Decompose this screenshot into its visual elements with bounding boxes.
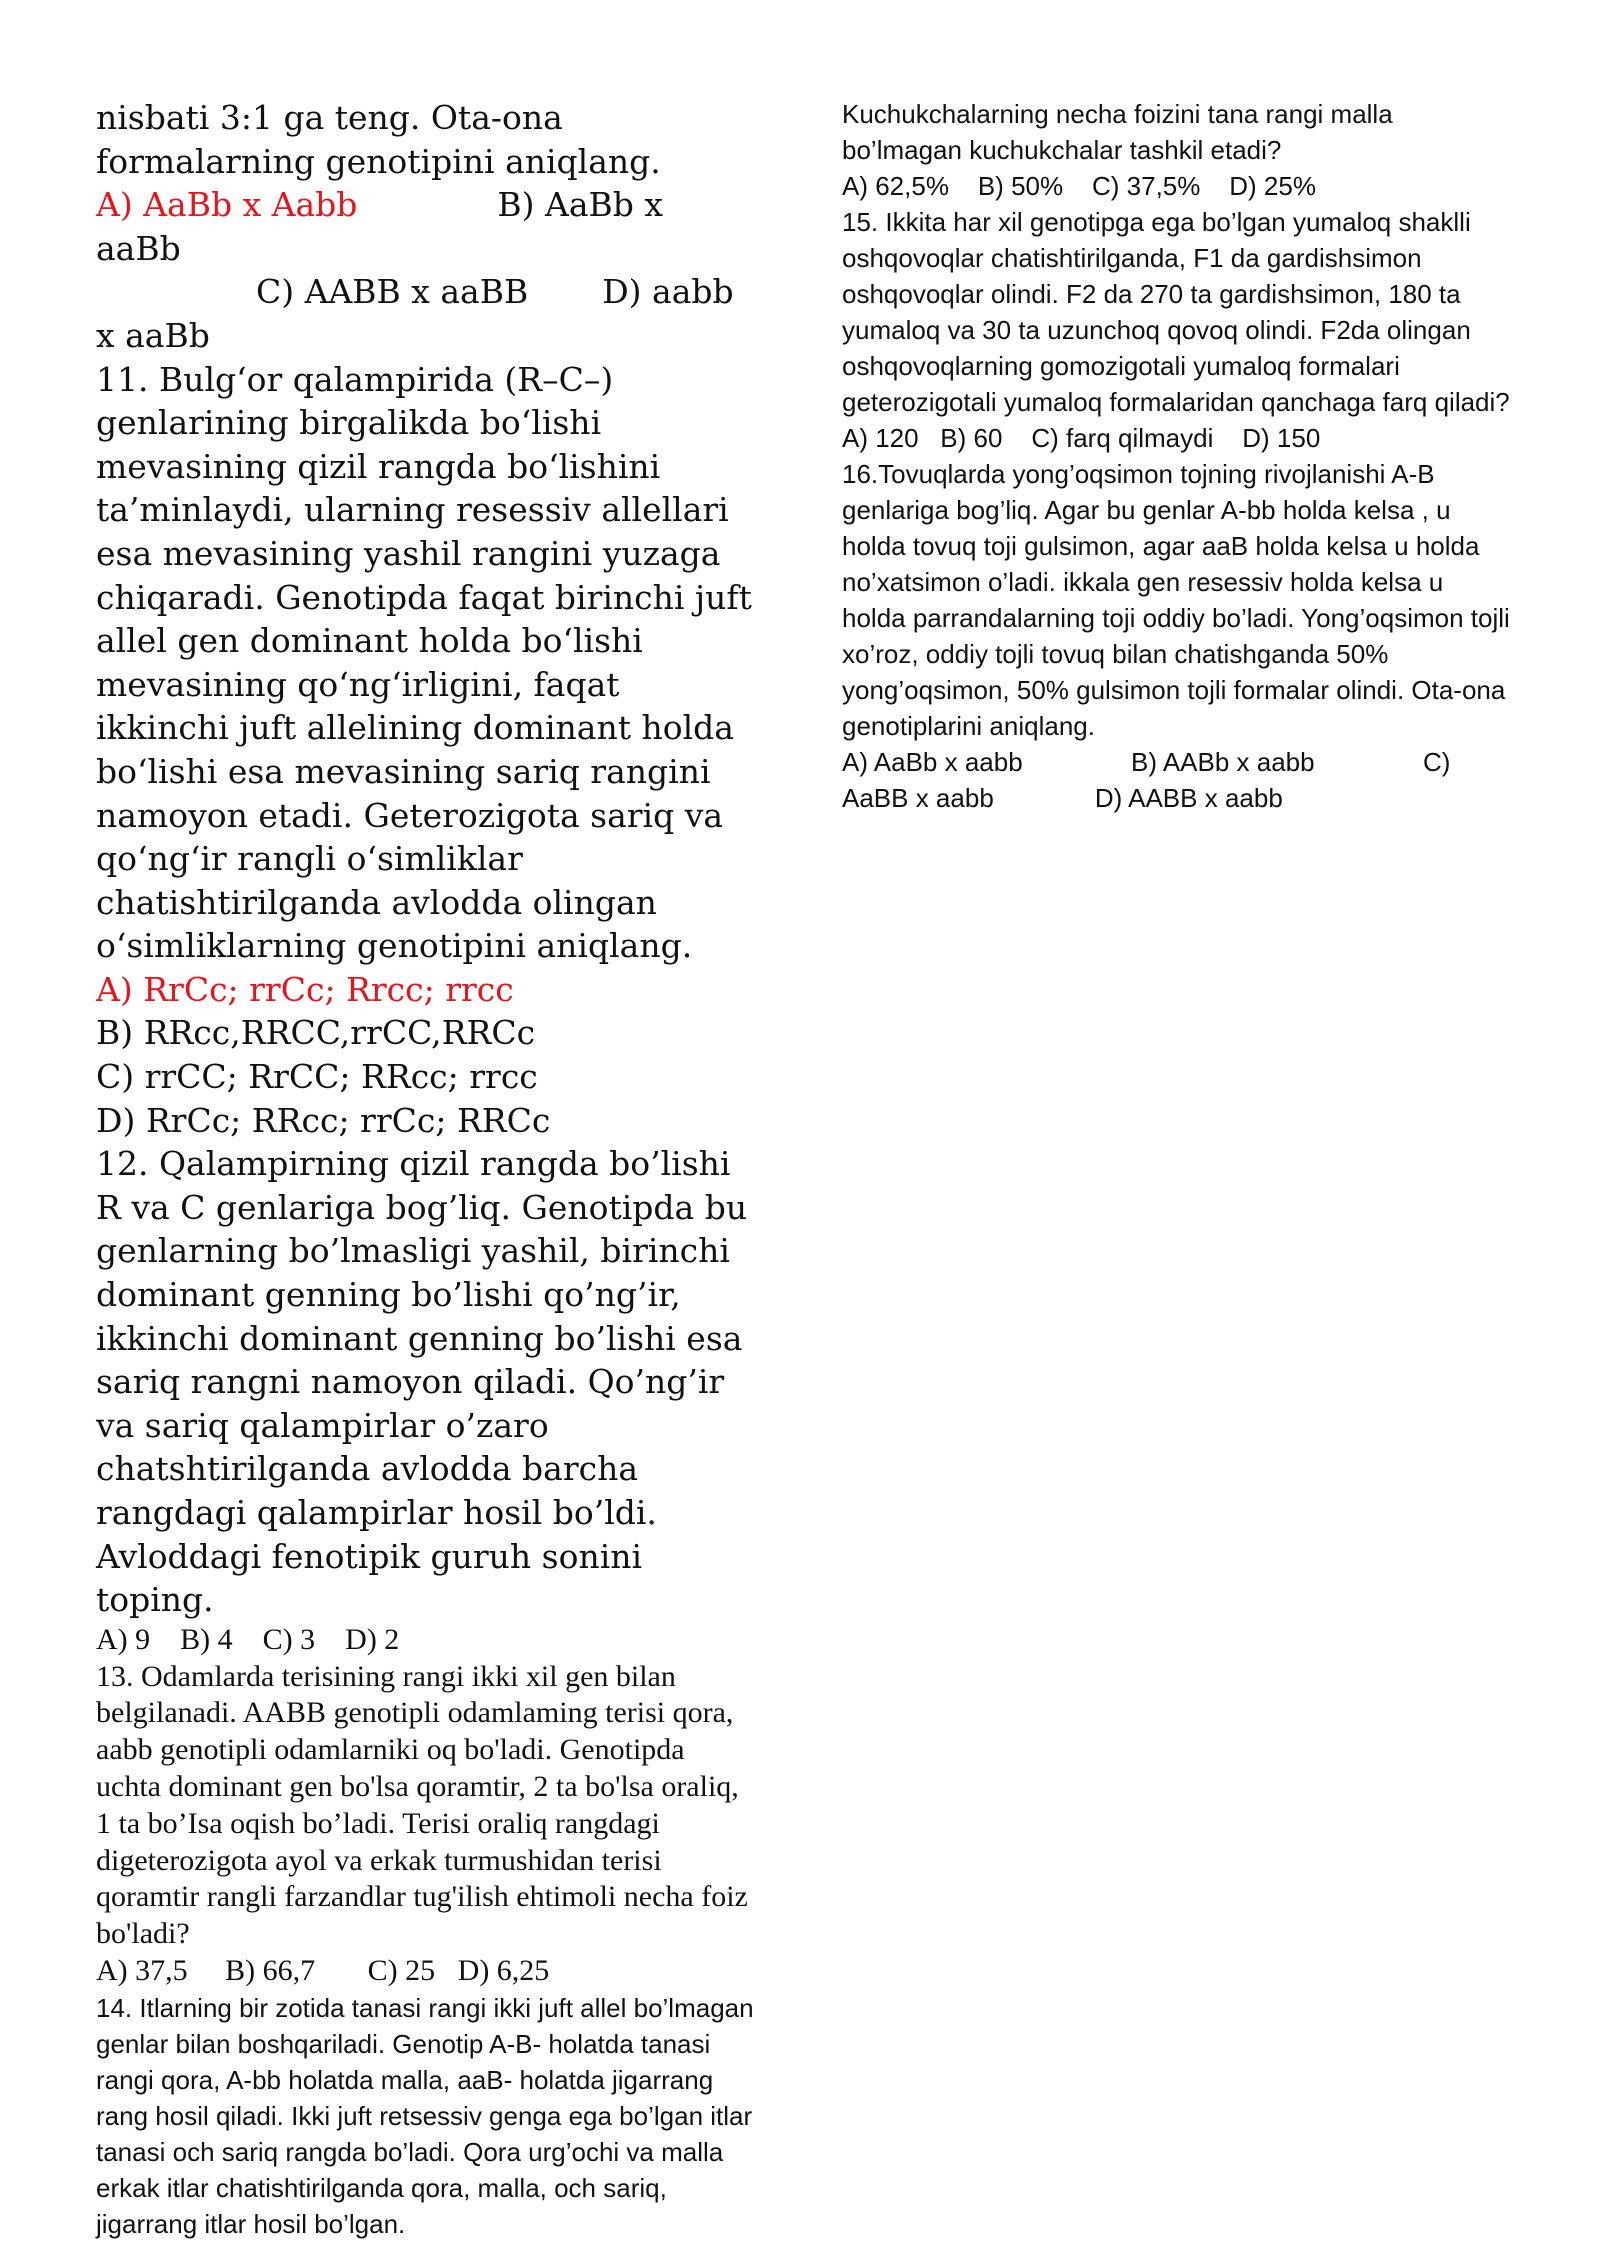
q12-text: 12. Qalampirning qizil rangda bo’lishi R va C genlariga bog’liq. Genotipda bu genlarning bo’lmasligi yashil, birinchi dominant genning bo’lishi qo’ng’ir, ikkinchi dominant genning bo’lishi esa sariq rangni namoyon qiladi. Qo’ng’ir va sariq qalampirlar o’zaro chatshtirilganda avlodda barcha rangdagi qalampirlar hosil bo’ldi. Avloddagi fenotipik guruh sonini toping. xyxy=(96,1144,748,1620)
q10-options xyxy=(96,183,756,357)
q14-options: A) 62,5% B) 50% C) 37,5% D) 25% xyxy=(842,171,1316,201)
q16-text: 16.Tovuqlarda yong’oqsimon tojning rivojlanishi A-B genlariga bog’liq. Agar bu genlar A-bb holda kelsa , u holda tovuq toji gulsimon, agar aaB holda kelsa u holda no’xatsimon o’ladi. ikkala gen resessiv holda kelsa u holda parrandalarning toji oddiy bo’ladi. Yong’oqsimon tojli xo’roz, oddiy tojli tovuq bilan chatishganda 50% yong’oqsimon, 50% gulsimon tojli formalar olindi. Ota-ona genotiplarini aniqlang. xyxy=(842,459,1510,741)
q15-options: A) 120 B) 60 C) farq qilmaydi D) 150 xyxy=(842,423,1321,453)
q10-option-a: A) AaBb x Aabb xyxy=(96,185,358,225)
q16-options-line1: A) AaBb x aabb B) AABb x aabb C) xyxy=(842,747,1451,777)
q14-tail: Kuchukchalarning necha foizini tana rangi malla bo’lmagan kuchukchalar tashkil etadi? xyxy=(842,99,1393,165)
q11-option-a: A) RrCc; rrCc; Rrcc; rrcc xyxy=(96,969,514,1009)
q13-text: 13. Odamlarda terisining rangi ikki xil gen bilan belgilanadi. AABB genotipli odamlaming terisi qora, aabb genotipli odamlarniki oq bo'ladi. Genotipda uchta dominant gen bo'lsa qoramtir, 2 ta bo'lsa oraliq, 1 ta bo’Isa oqish bo’ladi. Terisi oraliq rangdagi digeterozigota ayol va erkak turmushidan terisi qoramtir rangli farzandlar tug'ilish ehtimoli necha foiz bo'ladi? xyxy=(96,1659,748,1951)
q11-option-b: B) RRcc,RRCC,rrCC,RRCc xyxy=(96,1013,536,1053)
right-column xyxy=(842,96,1510,816)
q15-text: 15. Ikkita har xil genotipga ega bo’lgan yumaloq shaklli oshqovoqlar chatishtirilganda, F1 da gardishsimon oshqovoqlar olindi. F2 da 270 ta gardishsimon, 180 ta yumaloq va 30 ta uzunchoq qovoq olindi. F2da olingan oshqovoqlarning gomozigotali yumaloq formalari geterozigotali yumaloq formalaridan qanchaga farq qiladi? xyxy=(842,207,1510,417)
q10-option-b: B) AaBb x aaBb xyxy=(96,185,664,268)
q10-tail: nisbati 3:1 ga teng. Ota-ona formalarning genotipini aniqlang. xyxy=(96,98,661,181)
q10-option-c: C) AABB x aaBB xyxy=(256,272,529,312)
q11-option-c: C) rrCC; RrCC; RRcc; rrcc xyxy=(96,1057,538,1097)
q14-text: 14. Itlarning bir zotida tanasi rangi ikki juft allel bo’lmagan genlar bilan boshqariladi. Genotip A-B- holatda tanasi rangi qora, A-bb holatda malla, aaB- holatda jigarrang rang hosil qiladi. Ikki juft retsessiv genga ega bo’lgan itlar tanasi och sariq rangda bo’ladi. Qora urg’ochi va malla erkak itlar chatishtirilganda qora, malla, och sariq, jigarrang itlar hosil bo’lgan. xyxy=(96,1992,754,2239)
q10-option-d: D) aabb x aaBb xyxy=(96,272,734,355)
q13-options: A) 37,5 B) 66,7 C) 25 D) 6,25 xyxy=(96,1953,550,1987)
left-column xyxy=(96,96,756,2242)
q16-options-line2: AaBB x aabb D) AABB x aabb xyxy=(842,783,1283,813)
q11-text: 11. Bulg‘or qalampirida (R–C–) genlarining birgalikda bo‘lishi mevasining qizil rangda bo‘lishini ta’minlaydi, ularning resessiv allellari esa mevasining yashil rangini yuzaga chiqaradi. Genotipda faqat birinchi juft allel gen dominant holda bo‘lishi mevasining qo‘ng‘irligini, faqat ikkinchi juft allelining dominant holda bo‘lishi esa mevasining sariq rangini namoyon etadi. Geterozigota sariq va qo‘ng‘ir rangli o‘simliklar chatishtirilganda avlodda olingan o‘simliklarning genotipini aniqlang. xyxy=(96,359,752,966)
q12-options: A) 9 B) 4 C) 3 D) 2 xyxy=(96,1622,400,1656)
q11-option-d: D) RrCc; RRcc; rrCc; RRCc xyxy=(96,1100,551,1140)
